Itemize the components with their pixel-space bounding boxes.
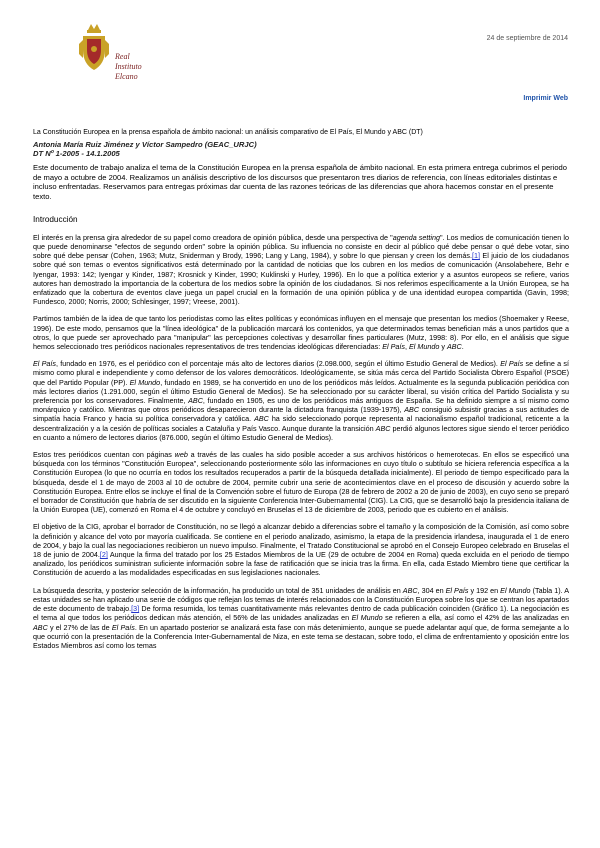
logo-line-instituto: Instituto (115, 62, 142, 71)
document-body (33, 128, 569, 658)
section-heading-introduccion: Introducción (33, 214, 78, 224)
footnote-link-2[interactable]: [2] (99, 550, 108, 560)
paragraph-4: Estos tres periódicos cuentan con páginas web a través de las cuales ha sido posible acceder a sus archivos históricos o hemerotecas. En ellos se especificó una búsqueda con los términos "Constitución Europea", seleccionando posteriormente sólo las informaciones en cuyo título o subtítulo se hiciera referencia específica a la Constitución Europea (lo que no ocurría en todos los resultados recuperados a partir de la búsqueda detallada inicialmente). El periodo de tiempo especificado para la búsqueda, desde el 1 de mayo de 2003 al 10 de octubre de 2004, permite cubrir una serie de acontecimientos clave en el proceso de discusión y acuerdo sobre la Constitución Europea. Entre ellos se incluye el final de la Convención sobre el futuro de Europa (28 de febrero de 2002 a 20 de junio de 2003), en cuyo seno se preparó el borrador de Constitución que habría de ser discutido en la siguiente Conferencia Inter-Gubernamental (CIG). La CIG, que se desarrolló bajo la presidencia italiana de la Unión Europea (UE), comenzó en Roma el 4 de octubre y concluyó en Bruselas el 13 de diciembre de 2003, periodo que es cubierto en el análisis. (33, 450, 569, 515)
print-link[interactable]: Imprimir Web (523, 95, 568, 102)
logo-line-real: Real (115, 52, 130, 61)
logo-line-elcano: Elcano (115, 72, 138, 81)
document-title: La Constitución Europea en la prensa española de ámbito nacional: un análisis comparativo de El País, El Mundo y ABC (DT) (33, 129, 423, 136)
footnote-link-3[interactable]: [3] (131, 604, 140, 614)
crown-shield-icon (78, 24, 112, 84)
paragraph-6: La búsqueda descrita, y posterior selección de la información, ha producido un total de 351 unidades de análisis en ABC, 304 en El País y 192 en El Mundo (Tabla 1). A estas unidades se han aplicado una serie de códigos que reflejan los temas de interés relacionados con la Constitución Europea sobre los que se centran los apartados de este documento de trabajo.[3] De forma resumida, los temas cuantitativamente más relevantes dentro de cada publicación coinciden (Gráfico 1). La negociación es el tema al que todos los periódicos dedican más atención, el 56% de las unidades analizadas en El Mundo se refieren a ella, así como el 42% de las analizadas en ABC y el 27% de las de El País. En un apartado posterior se analizará esta fase con más detenimiento, aunque se puede adelantar aquí que, de forma semejante a lo que ocurrió con la presentación de la Conferencia Inter-Gubernamental de Niza, en este tema se destacan, sobre todo, el clima de enfrentamiento y oposición entre los Estados Miembros así como los temas (33, 585, 570, 650)
paragraph-2: Partimos también de la idea de que tanto los periodistas como las elites políticas y económicas influyen en el mensaje que presentan los medios (Shoemaker y Reese, 1996). De este modo, pensamos que la "línea ideológica" de la publicación marcará los contenidos, ya que determinados temas benefician más a unos partidos que a otros, lo que puede ser aprovechado para "manipular" las percepciones colectivas y desarrollar fines particulares (Mutz, 1998: 8). Por ello, en el análisis que sigue hemos seleccionado tres periódicos nacionales representativos de tres tendencias ideológicas diferenciadas: El País, El Mundo y ABC. (33, 314, 569, 352)
document-id: DT Nº 1-2005 - 14.1.2005 (33, 149, 120, 159)
document-authors: Antonia María Ruiz Jiménez y Víctor Sampedro (GEAC_URJC) (33, 140, 257, 150)
paragraph-3: El País, fundado en 1976, es el periódico con el porcentaje más alto de lectores diarios (2.098.000, según el último Estudio General de Medios). El País se define a sí mismo como plural e independiente y como defensor de los valores democráticos. Ideológicamente, se sitúa más cerca del Partido Socialista Obrero Español (PSOE) que del Partido Popular (PP). El Mundo, fundado en 1989, se ha convertido en uno de los periódicos más leídos. Actualmente es la segunda publicación periódica con más lectores diarios (1.291.000, según el último Estudio General de Medios). Se ha seleccionado por su carácter liberal, su visión crítica del Partido Socialista y su preferencia por los conservadores. Finalmente, ABC, fundado en 1905, es uno de los periódicos más antiguos de España. Se ha definido siempre a sí mismo como monárquico y católico. Mientras que otros periódicos desaparecieron durante la dictadura franquista (1939-1975), ABC consiguió subsistir gracias a sus actitudes de simpatía hacia Franco y hacia su política conservadora y católica. ABC ha sido seleccionado porque representa al nacionalismo español tradicional, reticente a la descentralización y a la cesión de políticas sociales a Cataluña y País Vasco. Aunque durante la transición ABC perdió algunos lectores sigue siendo el tercer periódico en cuanto a número de lectores diarios (876.000, según el último Estudio General de Medios). (33, 359, 570, 442)
paragraph-5: El objetivo de la CIG, aprobar el borrador de Constitución, no se llegó a alcanzar debido a diferencias sobre el tamaño y la composición de la Comisión, así como sobre la definición y alcance del voto por mayoría cualificada. Se contiene en el periodo analizado, asimismo, la etapa de la presidencia irlandesa, inaugurada el 1 de enero de 2004, y bajo la cual las negociaciones recibieron un nuevo impulso. Finalmente, el Tratado Constitucional se aprobó en el Consejo Europeo celebrado en Bruselas el 18 de junio de 2004.[2] Aunque la firma del tratado por los 25 Estados Miembros de la UE (29 de octubre de 2004 en Roma) queda excluida en el periodo de tiempo analizado, los periódicos suministran suficiente información sobre la fase de ratificación que se inicia tras la firma. En ella, cada Estado Miembro tiene que certificar la Constitución de acuerdo a las modalidades especificadas en sus legislaciones nacionales. (33, 522, 569, 578)
paragraph-1: El interés en la prensa gira alrededor de su papel como creadora de opinión pública, desde una perspectiva de "agenda setting". Los medios de comunicación tienen lo que puede denominarse "efectos de segundo orden" sobre la opinión pública. Su influencia no consiste en decir al público qué debe pensar o qué debe votar, sino sobre qué debe pensar (Cohen, 1963; Mutz, Sniderman y Brody, 1996; Lang y Lang, 1984), y sobre lo que piensan y creen los demás.[1] El juicio de los ciudadanos sobre qué son temas o eventos significativos está determinado por la cantidad de noticias que los cubren en los medios de comunicación (Ansolabehere, Behr e Iyengar, 1993: 142; Iyengar y Kinder, 1987; Krosnick y Kinder, 1990; Kuklinski y Hurley, 1996). En lo que a política exterior y a asuntos europeos se refiere, varios autores han demostrado la importancia de la cobertura de los medios sobre la opinión de los ciudadanos. Si nos referimos específicamente a la Unión Europea, se ha enfatizado que la cobertura de eventos clave juega un papel crucial en la formación de una opinión pública y de una identidad europea compartida (Gavin, 1998; Fundesco, 2000; Norris, 2000; Schlesinger, 1997; Vreese, 2001). (33, 232, 569, 307)
document-abstract: Este documento de trabajo analiza el tema de la Constitución Europea en la prensa española de ámbito nacional. En esta primera entrega cubrimos el periodo de mayo a octubre de 2004. Realizamos un análisis descriptivo de los discursos que presentaron tres diarios de referencia, con líneas editoriales distintas e incluso enfrentadas. Reservamos para entregas próximas dar cuenta de las razones teóricas de las diferencias que ahora hacemos constar en el presente texto. (33, 163, 567, 201)
page-date: 24 de septiembre de 2014 (486, 35, 568, 42)
footnote-link-1[interactable]: [1] (471, 251, 480, 261)
real-instituto-elcano-logo[interactable] (78, 24, 158, 88)
